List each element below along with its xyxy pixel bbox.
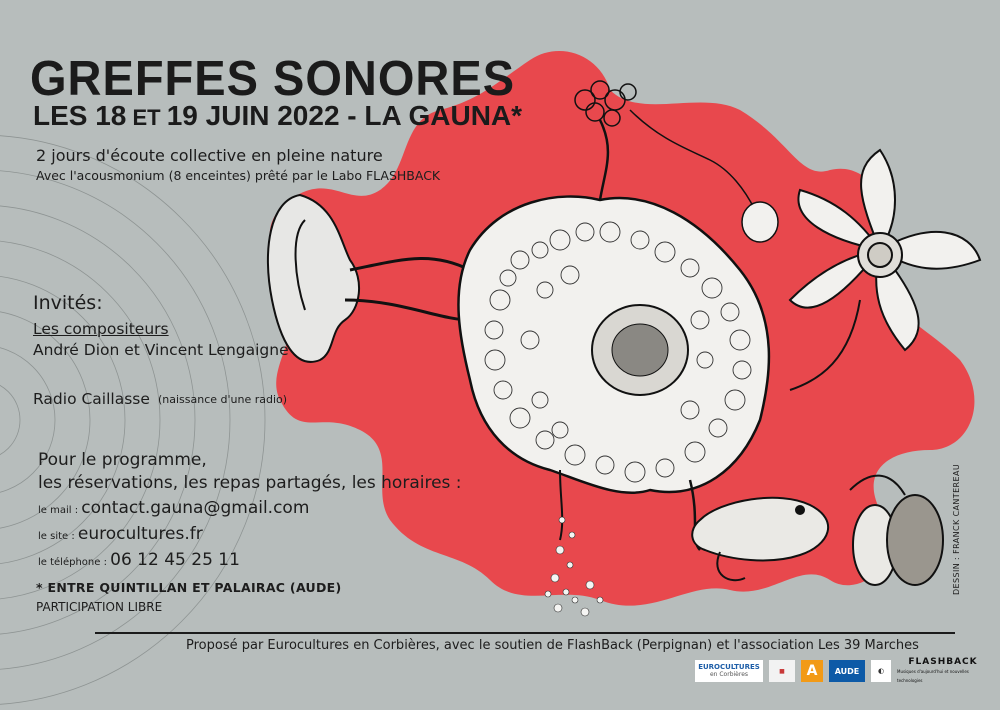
site-label: le site :	[38, 531, 78, 542]
radio-note: (naissance d'une radio)	[158, 393, 288, 406]
poster-title: GREFFES SONORES	[30, 49, 516, 106]
contact-site	[38, 524, 203, 544]
mail-value[interactable]: contact.gauna@gmail.com	[81, 498, 310, 518]
radio-name: Radio Caillasse	[33, 390, 150, 408]
sound-rings	[0, 135, 265, 705]
location-note: * ENTRE QUINTILLAN ET PALAIRAC (AUDE)	[36, 580, 342, 595]
subtitle-acousmonium: Avec l'acousmonium (8 enceintes) prêté par le Labo FLASHBACK	[36, 168, 441, 183]
artist-credit: DESSIN : FRANCK CANTEREAU	[952, 463, 961, 595]
dates-connector: ET	[126, 105, 167, 130]
guests-heading: Invités:	[33, 292, 103, 314]
aude-logo: AUDE	[829, 660, 865, 682]
dates-end: 19 JUIN 2022 - LA GAUNA*	[166, 100, 523, 131]
eurocultures-logo: EUROCULTURES en Corbières	[695, 660, 763, 682]
partner-logo-icon: ■	[769, 660, 795, 682]
contact-phone	[38, 550, 240, 570]
info-line-2: les réservations, les repas partagés, les horaires :	[38, 473, 462, 493]
event-dates	[33, 100, 522, 132]
sponsor-logos	[695, 656, 989, 683]
participation-note: PARTICIPATION LIBRE	[36, 600, 163, 614]
footer-divider	[95, 632, 955, 634]
info-line-1: Pour le programme,	[38, 450, 207, 470]
composers-title: Les compositeurs	[33, 320, 169, 338]
mail-label: le mail :	[38, 505, 82, 516]
phone-value: 06 12 45 25 11	[110, 550, 240, 570]
region-logo-icon: A	[801, 660, 823, 682]
flashback-emblem-icon: ◐	[871, 660, 891, 682]
dates-start: LES 18	[33, 100, 127, 131]
phone-label: le téléphone :	[38, 557, 111, 568]
site-value[interactable]: eurocultures.fr	[77, 524, 203, 544]
subtitle-listening: 2 jours d'écoute collective en pleine nature	[36, 146, 383, 165]
composers-names: André Dion et Vincent Lengaigne	[33, 341, 289, 359]
flashback-logo: FLASHBACK Musiques d'aujourd'hui et nouvelles technologies	[897, 656, 978, 683]
footer-credits: Proposé par Eurocultures en Corbières, avec le soutien de FlashBack (Perpignan) et l'association Les 39 Marches	[186, 638, 919, 653]
contact-mail	[38, 498, 309, 518]
